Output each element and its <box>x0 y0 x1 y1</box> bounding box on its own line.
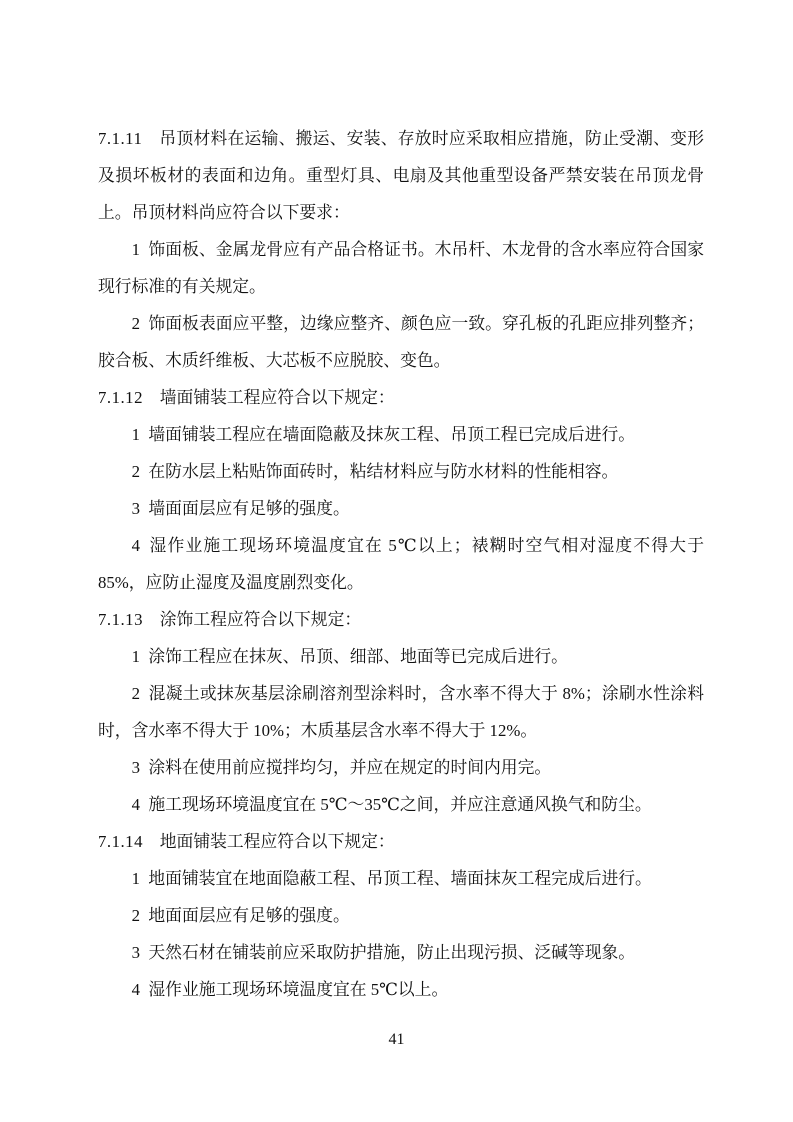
document-body <box>98 120 704 1008</box>
paragraph-text: 墙面面层应有足够的强度。 <box>148 499 350 518</box>
item-paragraph <box>98 416 704 453</box>
item-paragraph <box>98 860 704 897</box>
item-paragraph <box>98 971 704 1008</box>
paragraph-text: 墙面铺装工程应在墙面隐蔽及抹灰工程、吊顶工程已完成后进行。 <box>148 425 636 444</box>
item-number: 4 <box>131 536 140 555</box>
item-paragraph <box>98 527 704 601</box>
item-number: 2 <box>131 684 140 703</box>
item-paragraph <box>98 453 704 490</box>
paragraph-text: 地面铺装工程应符合以下规定： <box>159 832 395 851</box>
item-paragraph <box>98 934 704 971</box>
item-paragraph <box>98 231 704 305</box>
paragraph-text: 涂饰工程应符合以下规定： <box>159 610 362 629</box>
clause-number: 7.1.12 <box>98 388 143 407</box>
item-paragraph <box>98 305 704 379</box>
paragraph-text: 墙面铺装工程应符合以下规定： <box>159 388 395 407</box>
page-number: 41 <box>388 1031 405 1048</box>
paragraph-text: 涂料在使用前应搅拌均匀，并应在规定的时间内用完。 <box>148 758 552 777</box>
paragraph-text: 天然石材在铺装前应采取防护措施，防止出现污损、泛碱等现象。 <box>148 943 636 962</box>
item-number: 3 <box>131 758 140 777</box>
item-paragraph <box>98 675 704 749</box>
item-number: 4 <box>131 980 140 999</box>
paragraph-text: 施工现场环境温度宜在 5℃～35℃之间，并应注意通风换气和防尘。 <box>148 795 652 814</box>
item-number: 3 <box>131 943 140 962</box>
paragraph-text: 涂饰工程应在抹灰、吊顶、细部、地面等已完成后进行。 <box>148 647 568 666</box>
item-number: 3 <box>131 499 140 518</box>
paragraph-text: 吊顶材料在运输、搬运、安装、存放时应采取相应措施，防止受潮、变形及损坏板材的表面和边角。重型灯具、电扇及其他重型设备严禁安装在吊顶龙骨上。吊顶材料尚应符合以下要求： <box>98 129 704 222</box>
item-number: 2 <box>131 314 140 333</box>
item-number: 1 <box>131 869 140 888</box>
paragraph-text: 地面面层应有足够的强度。 <box>148 906 350 925</box>
item-number: 1 <box>131 240 140 259</box>
item-paragraph <box>98 490 704 527</box>
page-footer <box>0 1030 793 1050</box>
item-number: 2 <box>131 462 140 481</box>
clause-paragraph <box>98 379 704 416</box>
item-number: 1 <box>131 647 140 666</box>
clause-number: 7.1.14 <box>98 832 143 851</box>
item-number: 1 <box>131 425 140 444</box>
clause-number: 7.1.11 <box>98 129 143 148</box>
paragraph-text: 在防水层上粘贴饰面砖时，粘结材料应与防水材料的性能相容。 <box>148 462 619 481</box>
paragraph-text: 地面铺装宜在地面隐蔽工程、吊顶工程、墙面抹灰工程完成后进行。 <box>148 869 652 888</box>
paragraph-text: 湿作业施工现场环境温度宜在 5℃以上；裱糊时空气相对湿度不得大于 85%，应防止湿度及温度剧烈变化。 <box>98 536 704 592</box>
paragraph-text: 饰面板、金属龙骨应有产品合格证书。木吊杆、木龙骨的含水率应符合国家现行标准的有关规定。 <box>98 240 704 296</box>
clause-number: 7.1.13 <box>98 610 143 629</box>
item-paragraph <box>98 786 704 823</box>
item-number: 2 <box>131 906 140 925</box>
clause-paragraph <box>98 120 704 231</box>
paragraph-text: 饰面板表面应平整，边缘应整齐、颜色应一致。穿孔板的孔距应排列整齐；胶合板、木质纤维板、大芯板不应脱胶、变色。 <box>98 314 704 370</box>
clause-paragraph <box>98 823 704 860</box>
clause-paragraph <box>98 601 704 638</box>
item-number: 4 <box>131 795 140 814</box>
item-paragraph <box>98 897 704 934</box>
paragraph-text: 混凝土或抹灰基层涂刷溶剂型涂料时，含水率不得大于 8%；涂刷水性涂料时，含水率不得大于 10%；木质基层含水率不得大于 12%。 <box>98 684 704 740</box>
item-paragraph <box>98 638 704 675</box>
paragraph-text: 湿作业施工现场环境温度宜在 5℃以上。 <box>148 980 449 999</box>
item-paragraph <box>98 749 704 786</box>
